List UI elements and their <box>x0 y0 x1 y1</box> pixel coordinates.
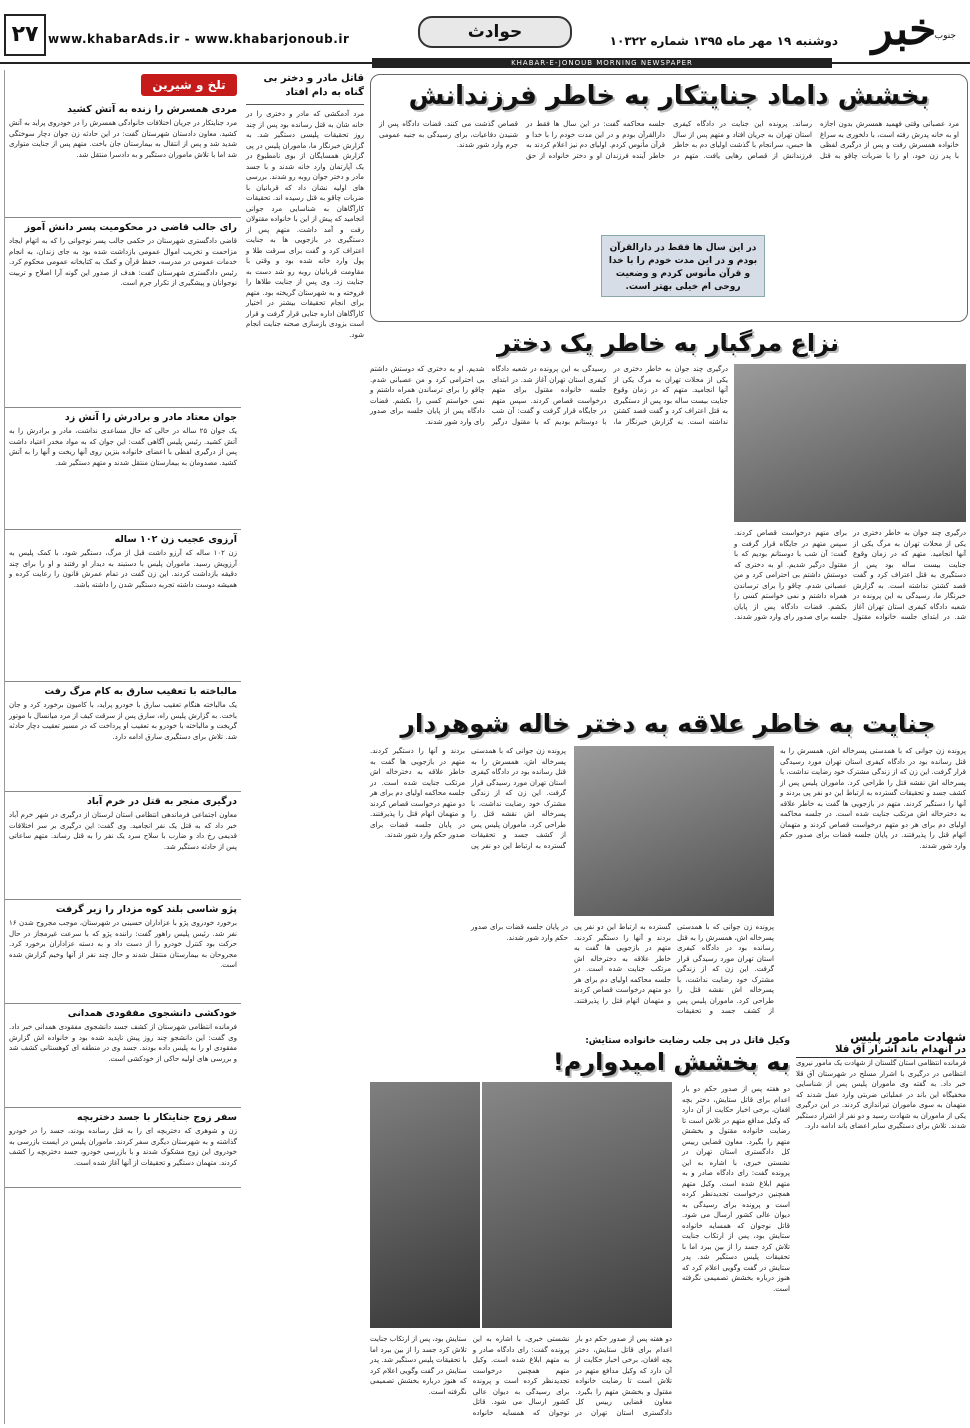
story-son-in-law <box>370 74 968 322</box>
dateline: دوشنبه ۱۹ مهر ماه ۱۳۹۵ شماره ۱۰۳۲۲ <box>609 34 838 48</box>
brief-headline: پژو شاسی بلند کوه مزدار را زیر گرفت <box>55 904 237 915</box>
story-police-martyr <box>796 1030 966 1424</box>
brief-body: مرد جنایتکار در جریان اختلافات خانوادگی همسرش را در خودروی پراید به آتش کشید. معاون دادستان شهرستان گفت: در این حادثه زن جوان دچار سوختگی شدید شد و پس از انتقال به بیمارستان جان باخت. متهم پس از جنایت متواری شد اما با تلاش ماموران دستگیر و به دادسرا منتقل شد. <box>9 119 237 159</box>
brief-news-item <box>5 408 241 530</box>
brief-news-item <box>5 900 241 1004</box>
brief-headline: سفر زوج جنایتکار با جسد دختربچه <box>77 1112 237 1123</box>
subtitle-bar: KHABAR-E-JONOUB MORNING NEWSPAPER <box>372 58 832 68</box>
brief-body: زن و شوهری که دختربچه ای را به قتل رسانده بودند، جسد را در خودرو گذاشته و به شهرستان دیگری سفر کردند. ماموران پلیس در ایست بازرسی به خودروی این زوج مشکوک شدند و با بازرسی خودرو، جسد دختربچه را کشف کردند. متهمان دستگیر و تحقیقات از آنها آغاز شده است. <box>9 1127 237 1167</box>
story-cousin-crime <box>370 706 966 1086</box>
article-body: مرد عصبانی وقتی فهمید همسرش بدون اجازه او به خانه پدرش رفته است، با دلخوری به سراغ خانواده همسرش رفت و پس از درگیری لفظی با پدر زن خود، او را با ضربات چاقو به قتل رساند. پرونده این جنایت در دادگاه کیفری استان تهران به جریان افتاد و متهم پس از سال ها حبس، سرانجام با گذشت اولیای دم به خاطر فرزندانش از قصاص رهایی یافت. متهم در جلسه محاکمه گفت: در این سال ها فقط در دارالقرآن بودم و در این مدت خودم را با خدا و قرآن مأنوس کردم. اولیای دم نیز اعلام کردند به خاطر آینده فرزندان او و دختر خانواده از حق قصاص گذشت می کنند. قضات دادگاه پس از شنیدن دفاعیات، برای رسیدگی به جنبه عمومی جرم وارد شور شدند. <box>379 120 959 160</box>
brief-headline: درگیری منجر به قتل در خرم آباد <box>87 796 237 807</box>
mid-headline-box <box>246 70 364 105</box>
courtroom-photo <box>734 364 966 522</box>
brief-news-item <box>5 218 241 408</box>
article-body: مرد آدمکشی که مادر و دختری را در خانه شان به قتل رسانده بود پس از چند روز تحقیقات پلیسی دستگیر شد. به گزارش خبرنگار ما، ماموران پلیس در پی گزارش همسایگان از بوی نامطبوع در یک آپارتمان وارد خانه شدند و با جسد مادر و دختر جوان روبه رو شدند. بررسی های اولیه نشان داد که قربانیان با ضربات چاقو به قتل رسیده اند. تحقیقات کارآگاهان به شناسایی مرد جوانی انجامید که پیش از این با خانواده مقتولان رفت و آمد داشت. متهم پس از دستگیری در بازجویی ها به جنایت اعتراف کرد و گفت برای سرقت طلا و پول وارد خانه شده بود و وقتی با مقاومت قربانیان روبه رو شد دست به جنایت زد. وی پس از جنایت طلاها را فروخته و به شهرستان گریخته بود. متهم برای انجام تحقیقات بیشتر در اختیار کارآگاهان اداره جنایی قرار گرفت و قرار است بزودی بازسازی صحنه جنایت انجام شود. <box>246 110 364 339</box>
brief-news-item <box>5 530 241 682</box>
main-column <box>370 70 966 1424</box>
brief-body: قاضی دادگستری شهرستان در حکمی جالب پسر نوجوانی را که به اتهام ایجاد مزاحمت و تخریب اموال عمومی بازداشت شده بود به جای زندان، به انجام خدمات عمومی در مدرسه، حفظ قرآن و کمک به کتابخانه عمومی محکوم کرد. رئیس دادگستری شهرستان گفت: هدف از صدور این گونه آرا اصلاح و تربیت نوجوانان و پیشگیری از تکرار جرم است. <box>9 237 237 287</box>
brief-headline: آرزوی عجیب زن ۱۰۲ ساله <box>114 534 237 545</box>
article-body-right: پرونده زن جوانی که با همدستی پسرخاله اش، همسرش را به قتل رسانده بود در دادگاه کیفری استان تهران مورد رسیدگی قرار گرفت. این زن که از زندگی مشترک خود رضایت نداشت، با پسرخاله اش نقشه قتل را طراحی کرد. ماموران پلیس پس از کشف جسد و تحقیقات گسترده به ارتباط این دو نفر پی بردند و آنها را دستگیر کردند. متهم در بازجویی ها گفت به خاطر علاقه به دخترخاله اش مرتکب جنایت شده است. در جلسه محاکمه اولیای دم برای هر دو متهم درخواست قصاص کردند و متهمان اتهام قتل را پذیرفتند. در پایان جلسه قضات برای صدور حکم وارد شور شدند. <box>780 747 966 850</box>
article-body-left: پرونده زن جوانی که با همدستی پسرخاله اش، همسرش را به قتل رسانده بود در دادگاه کیفری استان تهران مورد رسیدگی قرار گرفت. این زن که از زندگی مشترک خود رضایت نداشت، با پسرخاله اش نقشه قتل را طراحی کرد. ماموران پلیس پس از کشف جسد و تحقیقات گسترده به ارتباط این دو نفر پی بردند و آنها را دستگیر کردند. متهم در بازجویی ها گفت به خاطر علاقه به دخترخاله اش مرتکب جنایت شده است. در جلسه محاکمه اولیای دم برای هر دو متهم درخواست قصاص کردند و متهمان اتهام قتل را پذیرفتند. در پایان جلسه قضات برای صدور حکم وارد شور شدند. <box>370 747 566 850</box>
left-banner-row <box>5 70 241 100</box>
brief-body: معاون اجتماعی فرماندهی انتظامی استان لرستان از درگیری در شهر خرم آباد خبر داد که به قتل یک نفر انجامید. وی گفت: این درگیری بر سر اختلافات قدیمی رخ داد و ضارب با سلاح سرد یک نفر را به قتل رساند. متهم ساعاتی پس از حادثه دستگیر شد. <box>9 811 237 851</box>
logo <box>844 2 964 58</box>
brief-news-item <box>5 1004 241 1108</box>
article-body-bottom: دو هفته پس از صدور حکم دو بار اعدام برای قاتل ستایش، دختر بچه افغان، برخی اخبار حکایت از آن دارد که وکیل مدافع متهم در تلاش است تا رضایت خانواده مقتول و بخشش متهم را بگیرد. معاون قضایی رییس کل دادگستری استان تهران در نشستی خبری، با اشاره به این پرونده گفت: رای دادگاه صادر و به متهم ابلاغ شده است. وکیل متهم همچنین درخواست تجدیدنظر کرده است و پرونده برای رسیدگی به دیوان عالی کشور ارسال می شود. قاتل نوجوان که همسایه خانواده ستایش بود، پس از ارتکاب جنایت تلاش کرد جسد را از بین ببرد اما با تحقیقات پلیس دستگیر شد. پدر ستایش در گفت وگویی اعلام کرد که هنوز درباره بخشش تصمیمی نگرفته است. <box>370 1335 672 1417</box>
headline: بخشش داماد جنایتکار به خاطر فرزندانش <box>408 81 930 111</box>
brief-news-list <box>5 100 241 1188</box>
brief-body: یک مالباخته هنگام تعقیب سارق با خودرو پراید، با کامیون برخورد کرد و جان باخت. به گزارش پلیس راه، سارق پس از سرقت کیف از مرد میانسال با موتور گریخت و مالباخته با خودرو به تعقیب او پرداخت که در مسیر تعقیب دچار حادثه شد. تلاش برای دستگیری سارق ادامه دارد. <box>9 701 237 741</box>
brief-headline: مردی همسرش را زنده به آتش کشید <box>67 104 237 115</box>
left-column <box>4 70 241 1424</box>
headline: جنایت به خاطر علاقه به دختر خاله شوهردار <box>400 709 936 738</box>
article-body-right: دو هفته پس از صدور حکم دو بار اعدام برای قاتل ستایش، دختر بچه افغان، برخی اخبار حکایت از آن دارد که وکیل مدافع متهم در تلاش است تا رضایت خانواده مقتول و بخشش متهم را بگیرد. معاون قضایی رییس کل دادگستری استان تهران در نشستی خبری، با اشاره به این پرونده گفت: رای دادگاه صادر و به متهم ابلاغ شده است. وکیل متهم همچنین درخواست تجدیدنظر کرده است و پرونده برای رسیدگی به دیوان عالی کشور ارسال می شود. قاتل نوجوان که همسایه خانواده ستایش بود، پس از ارتکاب جنایت تلاش کرد جسد را از بین ببرد اما با تحقیقات پلیس دستگیر شد. پدر ستایش در گفت وگویی اعلام کرد که هنوز درباره بخشش تصمیمی نگرفته است. <box>682 1085 790 1293</box>
brief-headline: مالباخته با تعقیب سارق به کام مرگ رفت <box>44 686 237 697</box>
logo-text: خبر <box>871 4 937 55</box>
section-tag: حوادث <box>418 16 572 48</box>
article-body-right: درگیری چند جوان به خاطر دختری در یکی از محلات تهران به مرگ یکی از آنها انجامید. متهم که در زمان وقوع جنایت بیست ساله بود پس از دستگیری به قتل اعتراف کرد و گفت قصد کشتن نداشته است. به گزارش خبرنگار ما، رسیدگی به این پرونده در شعبه دادگاه کیفری استان تهران آغاز شد. در ابتدای جلسه خانواده مقتول برای متهم درخواست قصاص کردند. سپس متهم در جایگاه قرار گرفت و گفت: آن شب با دوستانم بودیم که با مقتول درگیر شدیم. او به دختری که دوستش داشتم بی احترامی کرد و من عصبانی شدم. چاقو را برای ترساندن همراه داشتم و نمی خواستم کسی را بکشم. قضات دادگاه پس از پایان جلسه برای صدور رای وارد شور شدند. <box>734 529 966 621</box>
masthead <box>0 0 970 64</box>
brief-news-item <box>5 100 241 218</box>
sub-headline: در انهدام باند اشرار آق قلا <box>835 1044 966 1055</box>
brief-body: یک جوان ۲۵ ساله در حالی که حال مساعدی نداشت، مادر و برادرش را به آتش کشید. رئیس پلیس آگاهی گفت: این جوان که به مواد مخدر اعتیاد داشت پس از درگیری لفظی با اعضای خانواده بنزین روی آنها ریخت و آنها را به آتش کشید. مصدومان به بیمارستان منتقل شدند و متهم دستگیر شد. <box>9 427 237 467</box>
brief-headline: رای جالب قاضی در محکومیت پسر دانش آموز <box>24 222 237 233</box>
section-banner: تلخ و شیرین <box>141 74 237 96</box>
story-fatal-fight <box>370 326 966 700</box>
website-urls[interactable]: www.khabarAds.ir - www.khabarjonoub.ir <box>48 32 350 46</box>
brief-news-item <box>5 792 241 900</box>
crime-scene-photo <box>574 746 774 916</box>
victim-photo <box>482 1082 672 1328</box>
middle-column <box>246 70 364 1424</box>
brief-news-item <box>5 1108 241 1188</box>
brief-headline: خودکشی دانشجوی مفقودی همدانی <box>67 1008 237 1019</box>
article-body-middle: پرونده زن جوانی که با همدستی پسرخاله اش، همسرش را به قتل رسانده بود در دادگاه کیفری استان تهران مورد رسیدگی قرار گرفت. این زن که از زندگی مشترک خود رضایت نداشت، با پسرخاله اش نقشه قتل را طراحی کرد. ماموران پلیس پس از کشف جسد و تحقیقات گسترده به ارتباط این دو نفر پی بردند و آنها را دستگیر کردند. متهم در بازجویی ها گفت به خاطر علاقه به دخترخاله اش مرتکب جنایت شده است. در جلسه محاکمه اولیای دم برای هر دو متهم درخواست قصاص کردند و متهمان اتهام قتل را پذیرفتند. در پایان جلسه قضات برای صدور حکم وارد شور شدند. <box>471 923 774 1015</box>
brief-body: برخورد خودروی پژو با عزاداران حسینی در شهرستان، موجب مجروح شدن ۱۶ نفر شد. رئیس پلیس راهور گفت: راننده پژو که با سرعت غیرمجاز در حال حرکت بود کنترل خودرو را از دست داد و به دسته عزاداران برخورد کرد. مجروحان به بیمارستان منتقل شدند و حال چند نفر از آنها وخیم گزارش شده است. <box>9 919 237 969</box>
brief-body: زن ۱۰۲ ساله که آرزو داشت قبل از مرگ، دستگیر شود، با کمک پلیس به آرزویش رسید. ماموران پلیس با دستبند به دیدار او رفتند و او را برای چند دقیقه بازداشت کردند. این زن گفت در تمام عمرش قانون را رعایت کرده و همیشه دوست داشته تجربه دستگیر شدن را داشته باشد. <box>9 549 237 589</box>
brief-headline: جوان معتاد مادر و برادرش را آتش زد <box>64 412 237 423</box>
article-body: فرمانده انتظامی استان گلستان از شهادت یک مامور نیروی انتظامی در درگیری با اشرار مسلح در شهرستان آق قلا خبر داد. به گفته وی ماموران پلیس پس از شناسایی مخفیگاه این باند در عملیاتی ضربتی وارد عمل شدند که متهمان به سوی ماموران تیراندازی کردند. در این درگیری یکی از ماموران به شهادت رسید و دو نفر از اشرار دستگیر شدند. تلاش برای دستگیری سایر اعضای باند ادامه دارد. <box>795 1059 966 1130</box>
headline: به بخشش امیدوارم! <box>552 1048 790 1076</box>
article-body-left: درگیری چند جوان به خاطر دختری در یکی از محلات تهران به مرگ یکی از آنها انجامید. متهم که در زمان وقوع جنایت بیست ساله بود پس از دستگیری به قتل اعتراف کرد و گفت قصد کشتن نداشته است. به گزارش خبرنگار ما، رسیدگی به این پرونده در شعبه دادگاه کیفری استان تهران آغاز شد. در ابتدای جلسه خانواده مقتول برای متهم درخواست قصاص کردند. سپس متهم در جایگاه قرار گرفت و گفت: آن شب با دوستانم بودیم که با مقتول درگیر شدیم. او به دختری که دوستش داشتم بی احترامی کرد و من عصبانی شدم. چاقو را برای ترساندن همراه داشتم و نمی خواستم کسی را بکشم. قضات دادگاه پس از پایان جلسه برای صدور رای وارد شور شدند. <box>370 365 728 426</box>
headline: نزاع مرگبار به خاطر یک دختر <box>496 329 840 357</box>
brief-news-item <box>5 682 241 792</box>
headline: شهادت مامور پلیس <box>850 1030 966 1044</box>
kicker: وکیل قاتل در پی جلب رضایت خانواده ستایش: <box>585 1036 790 1046</box>
logo-small: جنوب <box>934 31 956 41</box>
story-setayesh <box>370 1036 790 1424</box>
brief-body: فرمانده انتظامی شهرستان از کشف جسد دانشجوی مفقودی همدانی خبر داد. وی گفت: این دانشجو چند روز پیش ناپدید شده بود و خانواده اش گزارش مفقودی او را به پلیس داده بودند. جسد وی در منطقه ای کوهستانی کشف شد و بررسی های اولیه حاکی از خودکشی است. <box>9 1023 237 1063</box>
page-number: ۲۷ <box>4 14 46 56</box>
suspect-photo <box>370 1082 480 1328</box>
pull-quote: در این سال ها فقط در دارالقرآن بودم و در این مدت خودم را با خدا و قرآن مأنوس کردم و وضعیت روحی ام خیلی بهتر است. <box>601 235 765 297</box>
headline: قاتل مادر و دختر بی گناه به دام افتاد <box>263 73 364 98</box>
